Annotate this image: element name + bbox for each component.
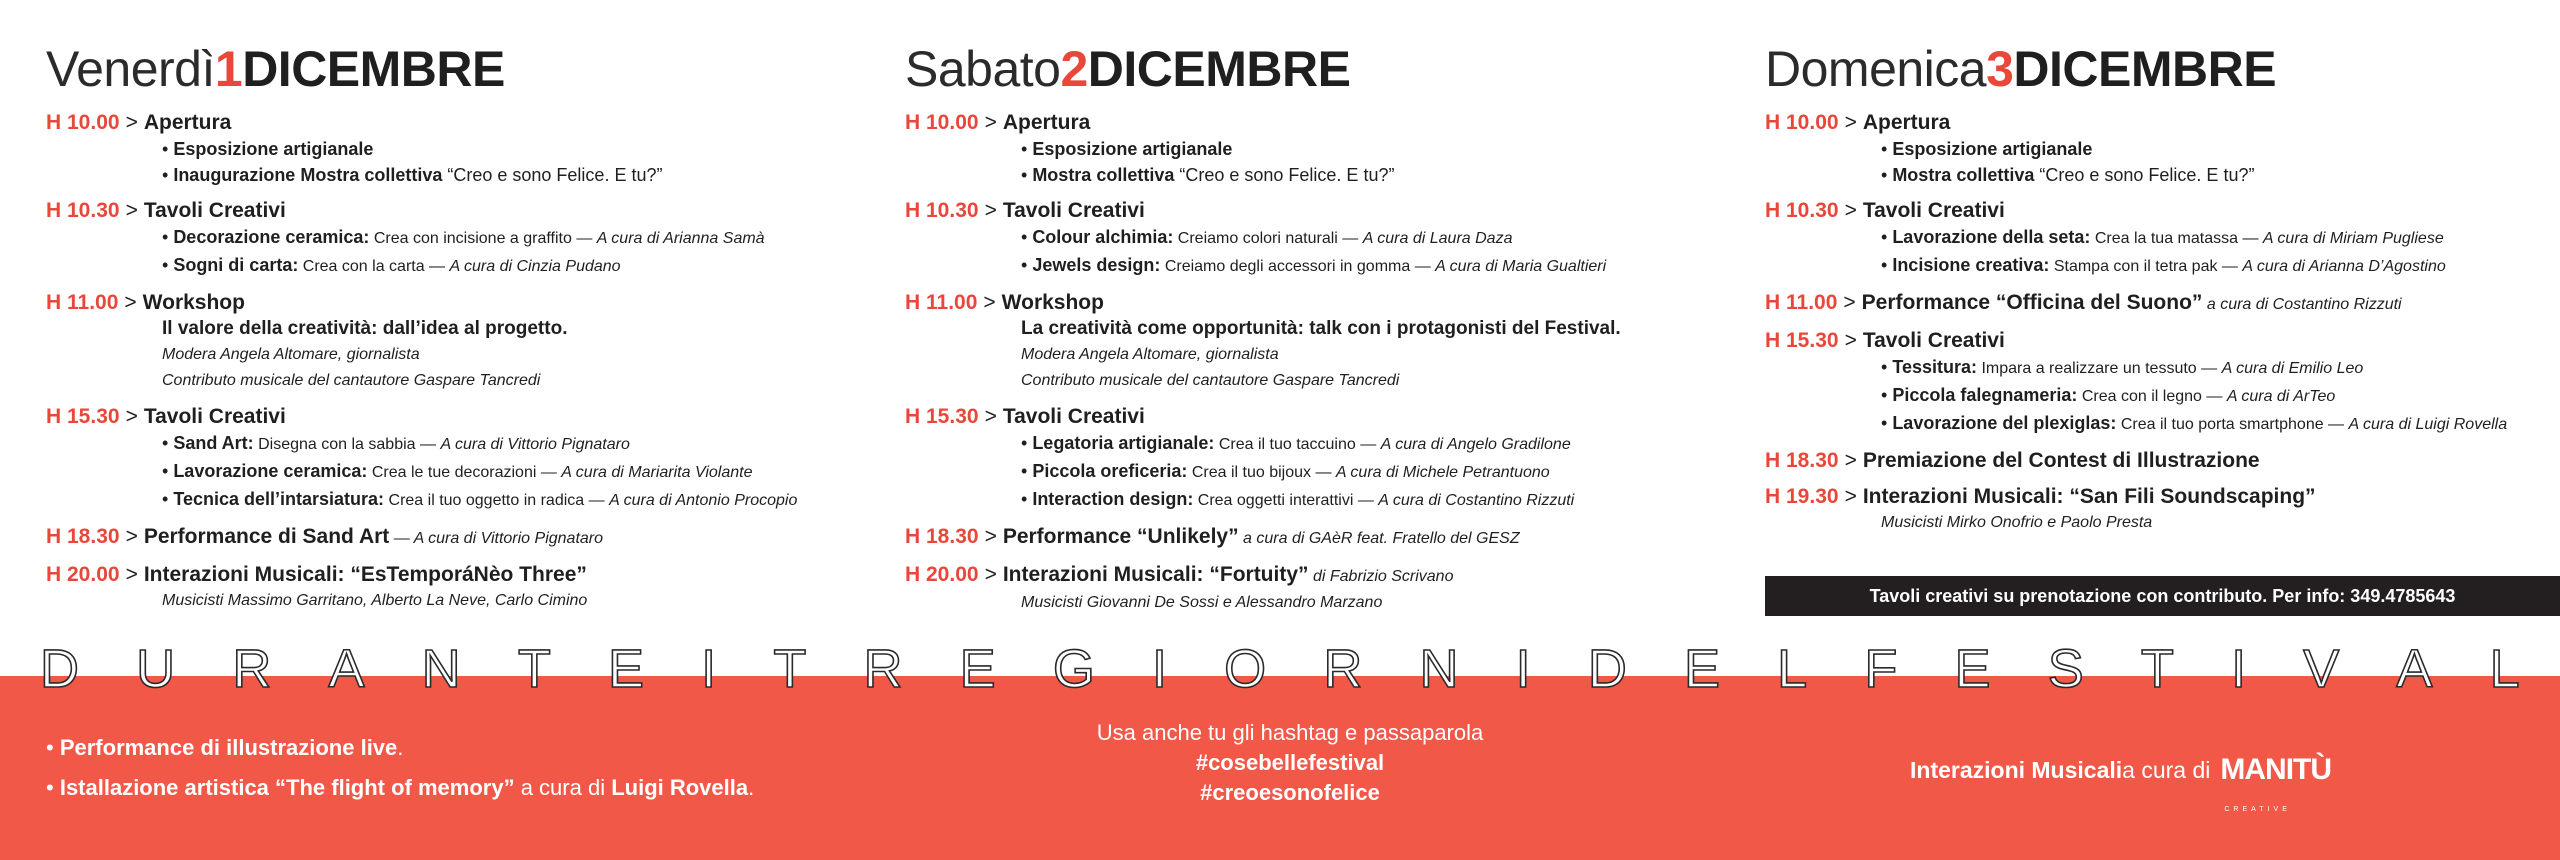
heading-letter: D [1587, 639, 1627, 699]
slot-time: H 15.30 [46, 405, 120, 428]
schedule-slot: H 18.30 > Performance di Sand Art — A cura di Vittorio Pignataro [46, 525, 604, 548]
slot-title: Interazioni Musicali: “EsTemporáNèo Three” [143, 563, 587, 586]
note: Modera Angela Altomare, giornalista [162, 346, 420, 363]
schedule-slot: H 15.30 > Tavoli Creativi • Legatoria artigianale: Crea il tuo taccuino — A cura di Angelo Gradilone • Piccola oreficeria: Crea il tuo bijoux — A cura di Michele Petrantuono • Interaction design: Crea oggetti interattivi — A cura di Costantino Rizzuti [905, 404, 1725, 514]
slot-title: Tavoli Creativi [1862, 199, 2005, 222]
list-item: • Istallazione artistica “The flight of memory” a cura di Luigi Rovella. [46, 775, 755, 800]
list-item: • Performance di illustrazione live. [46, 735, 404, 760]
slot-title: Performance “Unlikely” [1002, 525, 1239, 548]
schedule-slot: H 20.00 > Interazioni Musicali: “EsTemporáNèo Three” Musicisti Massimo Garritano, Alberto La Neve, Carlo Cimino [46, 562, 866, 614]
slot-time: H 11.00 [905, 291, 978, 314]
heading-letter: R [863, 639, 903, 699]
hashtag: #cosebellefestival [1195, 750, 1385, 775]
heading-letter: N [1419, 639, 1459, 699]
heading-letter: I [701, 639, 717, 699]
list-item: • Piccola falegnameria: Crea con il legno — A cura di ArTeo [1881, 385, 2336, 405]
slot-title: Performance “Officina del Suono” [1861, 291, 2203, 314]
slot-time: H 18.30 [1765, 449, 1839, 472]
workshop-title: Il valore della creatività: dall’idea al progetto. [162, 318, 568, 339]
list-item: • Colour alchimia: Creiamo colori naturali — A cura di Laura Daza [1021, 227, 1513, 247]
day-column-1 [46, 38, 866, 624]
note: Modera Angela Altomare, giornalista [1021, 346, 1279, 363]
durante-heading [40, 639, 2520, 699]
slot-time: H 15.30 [905, 405, 979, 428]
slot-title: Apertura [1002, 111, 1091, 134]
heading-letter: T [773, 639, 807, 699]
slot-time: H 10.30 [46, 199, 120, 222]
slot-title: Tavoli Creativi [1002, 199, 1145, 222]
heading-letter: I [2231, 639, 2247, 699]
banner-highlights [46, 728, 754, 808]
slot-title: Premiazione del Contest di Illustrazione [1862, 449, 2260, 472]
slot-time: H 11.00 [1765, 291, 1838, 314]
schedule-slot: H 18.30 > Performance “Unlikely” a cura di GAèR feat. Fratello del GESZ [905, 525, 1520, 548]
slot-title: Tavoli Creativi [1002, 405, 1145, 428]
schedule-slot: H 10.00 > Apertura • Esposizione artigianale • Inaugurazione Mostra collettiva “Creo e sono Felice. E tu?” [46, 110, 866, 188]
note: Contributo musicale del cantautore Gaspare Tancredi [1021, 372, 1400, 389]
list-item: • Piccola oreficeria: Crea il tuo bijoux — A cura di Michele Petrantuono [1021, 461, 1550, 481]
heading-letter: T [517, 639, 551, 699]
list-item: • Lavorazione della seta: Crea la tua matassa — A cura di Miriam Pugliese [1881, 227, 2444, 247]
slot-title: Apertura [1862, 111, 1951, 134]
hashtag: #creoesonofelice [1200, 780, 1380, 805]
schedule-slot: H 11.00 > Workshop Il valore della creatività: dall’idea al progetto. Modera Angela Altomare, giornalista Contributo musicale del cantautore Gaspare Tancredi [46, 290, 866, 394]
heading-letter: S [2047, 639, 2084, 699]
list-item: • Sogni di carta: Crea con la carta — A cura di Cinzia Pudano [162, 255, 621, 275]
schedule-slot: H 10.30 > Tavoli Creativi • Decorazione ceramica: Crea con incisione a graffito — A cura di Arianna Samà • Sogni di carta: Crea con la carta — A cura di Cinzia Pudano [46, 198, 866, 280]
schedule-slot: H 11.00 > Performance “Officina del Suono” a cura di Costantino Rizzuti [1765, 291, 2402, 314]
slot-time: H 10.00 [1765, 111, 1839, 134]
list-item: • Esposizione artigianale [162, 139, 374, 159]
heading-letter: E [1954, 639, 1991, 699]
slot-title: Interazioni Musicali: “Fortuity” [1002, 563, 1309, 586]
slot-time: H 18.30 [46, 525, 120, 548]
list-item: • Lavorazione del plexiglas: Crea il tuo porta smartphone — A cura di Luigi Rovella [1881, 413, 2508, 433]
slot-title: Apertura [143, 111, 232, 134]
heading-letter: O [1224, 639, 1267, 699]
music-credit: Interazioni Musicali a cura di MANITÙ CREATIVE [1910, 742, 2332, 798]
heading-letter: L [1777, 639, 1808, 699]
schedule-slot: H 15.30 > Tavoli Creativi • Tessitura: Impara a realizzare un tessuto — A cura di Emilio Leo • Piccola falegnameria: Crea con il legno — A cura di ArTeo • Lavorazione del plexiglas: Crea il tuo porta smartphone — A cura di Luigi Rovella [1765, 328, 2560, 438]
slot-time: H 15.30 [1765, 329, 1839, 352]
workshop-title: La creatività come opportunità: talk con i protagonisti del Festival. [1021, 318, 1621, 339]
schedule-slot: H 11.00 > Workshop La creatività come opportunità: talk con i protagonisti del Festival. Modera Angela Altomare, giornalista Contributo musicale del cantautore Gaspare Tancredi [905, 290, 1725, 394]
slot-time: H 20.00 [905, 563, 979, 586]
day-column-3 [1765, 38, 2560, 546]
schedule-slot: H 10.00 > Apertura • Esposizione artigianale • Mostra collettiva “Creo e sono Felice. E tu?” [905, 110, 1725, 188]
day-title: Venerdì1DICEMBRE [46, 41, 505, 97]
heading-letter: I [1152, 639, 1168, 699]
list-item: • Inaugurazione Mostra collettiva “Creo e sono Felice. E tu?” [162, 165, 663, 185]
slot-title: Tavoli Creativi [143, 199, 286, 222]
slot-title: Tavoli Creativi [1862, 329, 2005, 352]
day-title: Sabato2DICEMBRE [905, 41, 1351, 97]
heading-letter: D [40, 639, 79, 699]
note: Contributo musicale del cantautore Gaspare Tancredi [162, 372, 541, 389]
manitu-logo: MANITÙ CREATIVE [2220, 753, 2332, 813]
heading-letter: A [2396, 639, 2433, 699]
list-item: • Jewels design: Creiamo degli accessori in gomma — A cura di Maria Gualtieri [1021, 255, 1607, 275]
heading-letter: T [2140, 639, 2174, 699]
slot-time: H 20.00 [46, 563, 120, 586]
slot-time: H 10.30 [1765, 199, 1839, 222]
hashtag-block [1040, 718, 1540, 808]
day-title: Domenica3DICEMBRE [1765, 41, 2277, 97]
slot-time: H 10.30 [905, 199, 979, 222]
heading-letter: N [421, 639, 461, 699]
heading-letter: E [959, 639, 996, 699]
slot-time: H 11.00 [46, 291, 119, 314]
heading-letter: G [1052, 639, 1095, 699]
slot-time: H 10.00 [46, 111, 120, 134]
list-item: • Esposizione artigianale [1881, 139, 2093, 159]
schedule-slot: H 15.30 > Tavoli Creativi • Sand Art: Disegna con la sabbia — A cura di Vittorio Pignataro • Lavorazione ceramica: Crea le tue decorazioni — A cura di Mariarita Violante • Tecnica dell’intarsiatura: Crea il tuo oggetto in radica — A cura di Antonio Procopio [46, 404, 866, 514]
heading-letter: L [2489, 639, 2520, 699]
schedule-slot: H 10.00 > Apertura • Esposizione artigianale • Mostra collettiva “Creo e sono Felice. E tu?” [1765, 110, 2560, 188]
list-item: • Esposizione artigianale [1021, 139, 1233, 159]
note: Musicisti Mirko Onofrio e Paolo Presta [1881, 514, 2153, 531]
list-item: • Mostra collettiva “Creo e sono Felice. E tu?” [1881, 165, 2255, 185]
list-item: • Tessitura: Impara a realizzare un tessuto — A cura di Emilio Leo [1881, 357, 2364, 377]
slot-title: Tavoli Creativi [143, 405, 286, 428]
list-item: • Interaction design: Crea oggetti interattivi — A cura di Costantino Rizzuti [1021, 489, 1575, 509]
info-bar: Tavoli creativi su prenotazione con contributo. Per info: 349.4785643 [1765, 576, 2560, 616]
slot-title: Interazioni Musicali: “San Fili Soundscaping” [1862, 485, 2316, 508]
heading-letter: E [607, 639, 644, 699]
hashtag-intro: Usa anche tu gli hashtag e passaparola [1096, 720, 1484, 745]
slot-title: Workshop [1001, 291, 1104, 314]
heading-letter: R [232, 639, 272, 699]
note: Musicisti Massimo Garritano, Alberto La Neve, Carlo Cimino [162, 592, 588, 609]
list-item: • Mostra collettiva “Creo e sono Felice. E tu?” [1021, 165, 1395, 185]
list-item: • Lavorazione ceramica: Crea le tue decorazioni — A cura di Mariarita Violante [162, 461, 753, 481]
heading-letter: U [136, 639, 176, 699]
heading-letter: I [1515, 639, 1531, 699]
note: Musicisti Giovanni De Sossi e Alessandro Marzano [1021, 594, 1383, 611]
slot-time: H 18.30 [905, 525, 979, 548]
list-item: • Tecnica dell’intarsiatura: Crea il tuo oggetto in radica — A cura di Antonio Procopio [162, 489, 798, 509]
schedule-slot: H 10.30 > Tavoli Creativi • Colour alchimia: Creiamo colori naturali — A cura di Laura Daza • Jewels design: Creiamo degli accessori in gomma — A cura di Maria Gualtieri [905, 198, 1725, 280]
list-item: • Sand Art: Disegna con la sabbia — A cura di Vittorio Pignataro [162, 433, 630, 453]
schedule-slot: H 19.30 > Interazioni Musicali: “San Fili Soundscaping” Musicisti Mirko Onofrio e Paolo Presta [1765, 484, 2560, 536]
slot-time: H 10.00 [905, 111, 979, 134]
list-item: • Legatoria artigianale: Crea il tuo taccuino — A cura di Angelo Gradilone [1021, 433, 1571, 453]
schedule-slot: H 20.00 > Interazioni Musicali: “Fortuity” di Fabrizio Scrivano Musicisti Giovanni De Sossi e Alessandro Marzano [905, 562, 1725, 616]
heading-letter: R [1323, 639, 1363, 699]
day-column-2 [905, 38, 1725, 626]
heading-letter: A [328, 639, 365, 699]
list-item: • Incisione creativa: Stampa con il tetra pak — A cura di Arianna D’Agostino [1881, 255, 2446, 275]
slot-title: Performance di Sand Art [143, 525, 390, 548]
heading-letter: V [2303, 639, 2340, 699]
slot-time: H 19.30 [1765, 485, 1839, 508]
heading-letter: E [1683, 639, 1721, 699]
slot-title: Workshop [142, 291, 245, 314]
heading-letter: F [1864, 639, 1898, 699]
list-item: • Decorazione ceramica: Crea con incisione a graffito — A cura di Arianna Samà [162, 227, 765, 247]
schedule-slot: H 18.30 > Premiazione del Contest di Illustrazione [1765, 449, 2260, 472]
schedule-slot: H 10.30 > Tavoli Creativi • Lavorazione della seta: Crea la tua matassa — A cura di Miriam Pugliese • Incisione creativa: Stampa con il tetra pak — A cura di Arianna D’Agostino [1765, 198, 2560, 280]
